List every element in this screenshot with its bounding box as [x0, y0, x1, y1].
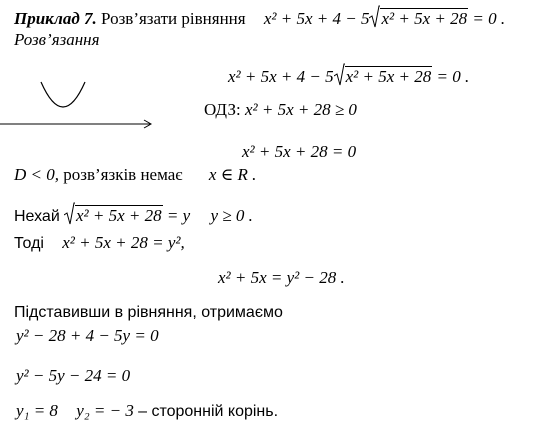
real-set: x ∈ R . — [208, 165, 257, 184]
discriminant-condition: D < 0, — [14, 165, 59, 184]
number-line-arrow-icon — [0, 118, 160, 130]
odz-expression: x² + 5x + 28 ≥ 0 — [244, 100, 357, 119]
task-text: Розв’язати рівняння — [101, 9, 246, 28]
extraneous-root-note: – сторонній корінь. — [138, 403, 279, 420]
roots-line — [16, 401, 278, 422]
reduced-equation: x² + 5x = y² − 28 . — [218, 268, 345, 287]
then-expression: x² + 5x + 28 = y², — [62, 233, 185, 252]
substitution-line — [14, 205, 253, 227]
quadratic-2: y² − 5y − 24 = 0 — [16, 366, 131, 385]
substitution-condition: y ≥ 0 . — [210, 206, 253, 225]
then-line — [14, 233, 185, 254]
odz-line — [204, 100, 357, 120]
substitution-prefix: Нехай — [14, 208, 60, 225]
root-y1: y₁ = 8 — [16, 401, 58, 420]
title-line — [14, 8, 505, 29]
no-solutions-text: розв’язків немає — [63, 165, 183, 184]
root-y2: y₂ = − 3 — [76, 401, 134, 420]
substituted-heading: Підставивши в рівняння, отримаємо — [14, 304, 283, 321]
zero-equation: x² + 5x + 28 = 0 — [242, 142, 357, 161]
main-equation: x² + 5x + 4 − 5 x² + 5x + 28 = 0 . — [264, 9, 505, 28]
quadratic-1: y² − 28 + 4 − 5y = 0 — [16, 326, 159, 345]
then-word: Тоді — [14, 235, 44, 252]
solution-heading: Розв’язання — [14, 30, 100, 49]
substitution-equals: = y — [162, 206, 191, 225]
substitution-radicand: x² + 5x + 28 — [76, 206, 162, 225]
discriminant-line — [14, 165, 256, 185]
odz-label: ОДЗ: — [204, 100, 241, 119]
parabola-icon — [38, 72, 88, 116]
restated-equation: x² + 5x + 4 − 5 x² + 5x + 28 = 0 . — [228, 66, 469, 87]
example-title: Приклад 7. — [14, 9, 97, 28]
